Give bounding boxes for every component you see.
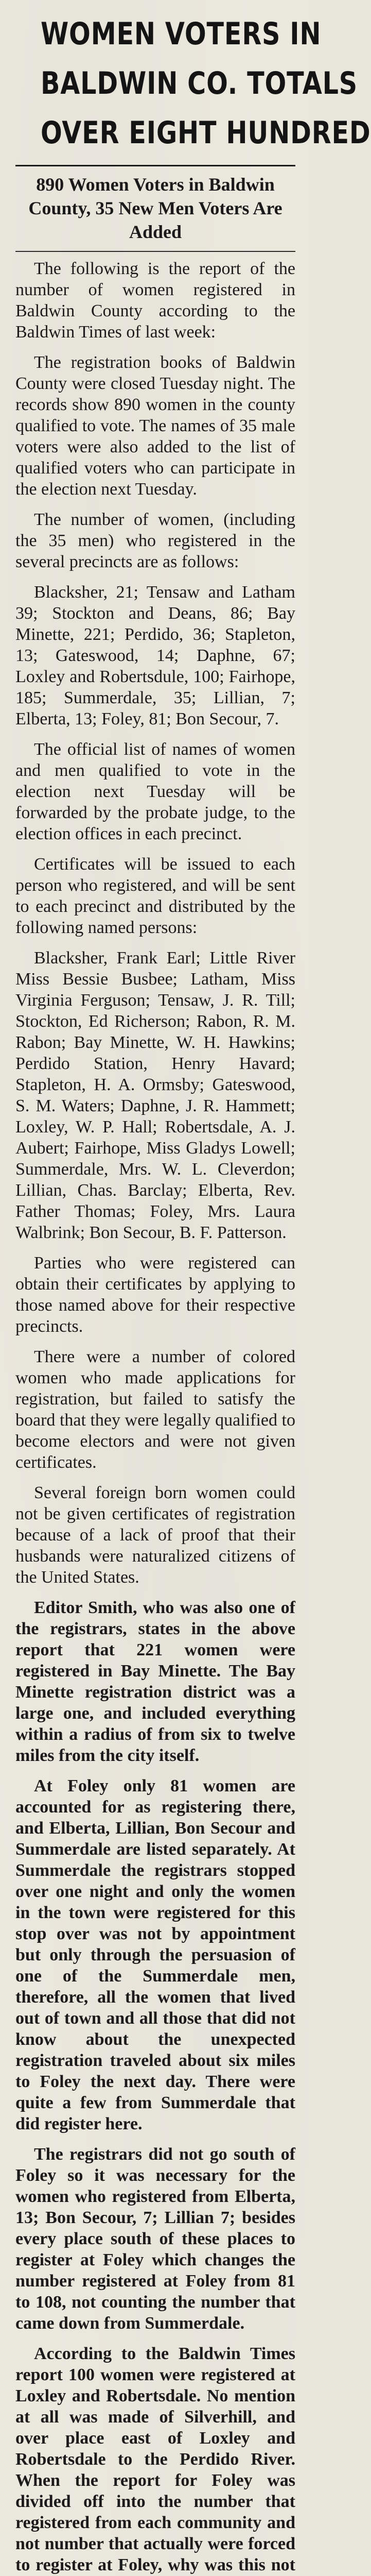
headline-line-3: OVER EIGHT HUNDRED xyxy=(40,115,371,151)
paragraph-loxley-robertsdale: According to the Baldwin Times report 100 women were registered at Loxley and Robertsdale. No mention at all was made of Silverhill, and over place east of Loxley and Robertsdale to the Perdido River. When the report for Foley was divided off into the number that registered from each community and not number that actually were forced to register at Foley, why was this not xyxy=(15,2344,295,2574)
headline-line-2: BALDWIN CO. TOTALS xyxy=(40,65,358,101)
paragraph-editor-smith: Editor Smith, who was also one of the registrars, states in the above report that 221 women were registered in Bay Minette. The Bay Minette registration district was a large one, and included everything within a radius of from six to twelve miles from the city itself. xyxy=(15,1598,295,1765)
paragraph-intro: The following is the report of the number of women registered in Baldwin County according to the Baldwin Times of last week: xyxy=(15,259,295,342)
deck-divider xyxy=(15,251,295,252)
paragraph-registrars-south: The registrars did not go south of Foley so it was necessary for the women who registered from Elberta, 13; Bon Secour, 7; Lillian 7; besides every place south of these places to register at Foley which changes the number registered at Foley from 81 to 108, not counting the number that came down from Summerdale. xyxy=(15,2145,295,2333)
paragraph-distributors: Blacksher, Frank Earl; Little River Miss Bessie Busbee; Latham, Miss Virginia Ferguson; Tensaw, J. R. Till; Stockton, Ed Richerson; Rabon, R. M. Rabon; Bay Minette, W. H. Hawkins; Perdido Station, Henry Havard; Stapleton, H. A. Ormsby; Gateswood, S. M. Waters; Daphne, J. R. Hammett; Loxley, W. P. Hall; Robertsdale, A. J. Aubert; Fairhope, Miss Gladys Lowell; Summerdale, Mrs. W. L. Cleverdon; Lillian, Chas. Barclay; Elberta, Rev. Father Thomas; Foley, Mrs. Laura Walbrink; Bon Secour, B. F. Patterson. xyxy=(15,948,295,1242)
paragraph-obtain-certificates: Parties who were registered can obtain their certificates by applying to those named above for their respective precincts. xyxy=(15,1253,295,1336)
paragraph-official-list: The official list of names of women and men qualified to vote in the election next Tuesday will be forwarded by the probate judge, to the election offices in each precinct. xyxy=(15,740,295,843)
paragraph-registration-closed: The registration books of Baldwin County were closed Tuesday night. The records show 890 women in the county qualified to vote. The names of 35 male voters were also added to the list of qualified voters who can participate in the election next Tuesday. xyxy=(15,353,295,499)
headline xyxy=(15,9,371,158)
article-body xyxy=(15,258,295,2576)
headline-line-1: WOMEN VOTERS IN xyxy=(40,16,322,52)
headline-divider xyxy=(15,165,295,166)
paragraph-foreign-born: Several foreign born women could not be given certificates of registration because of a lack of proof that their husbands were naturalized citizens of the United States. xyxy=(15,1483,295,1587)
subheadline: 890 Women Voters in Baldwin County, 35 New Men Voters Are Added xyxy=(28,174,282,242)
paragraph-precinct-counts: Blacksher, 21; Tensaw and Latham 39; Stockton and Deans, 86; Bay Minette, 221; Perdido, 36; Stapleton, 13; Gateswood, 14; Daphne, 67; Loxley and Robertsdule, 100; Fairhope, 185; Summerdale, 35; Lillian, 7; Elberta, 13; Foley, 81; Bon Secour, 7. xyxy=(15,583,295,728)
paragraph-precinct-intro: The number of women, (including the 35 men) who registered in the several precincts are as follows: xyxy=(15,510,295,571)
paragraph-colored-women: There were a number of colored women who made applications for registration, but failed to satisfy the board that they were legally qualified to become electors and were not given certificates. xyxy=(15,1347,295,1472)
paragraph-certificates: Certificates will be issued to each person who registered, and will be sent to each precinct and distributed by the following named persons: xyxy=(15,855,295,937)
paragraph-foley: At Foley only 81 women are accounted for as registering there, and Elberta, Lillian, Bon Secour and Summerdale are listed separately. At Summerdale the registrars stopped over one night and only the women in the town were registered for this stop over was not by appointment but only through the persuasion of one of the Summerdale men, therefore, all the women that lived out of town and all those that did not know about the unexpected registration traveled about six miles to Foley the next day. There were quite a few from Summerdale that did register here. xyxy=(15,1776,295,2133)
